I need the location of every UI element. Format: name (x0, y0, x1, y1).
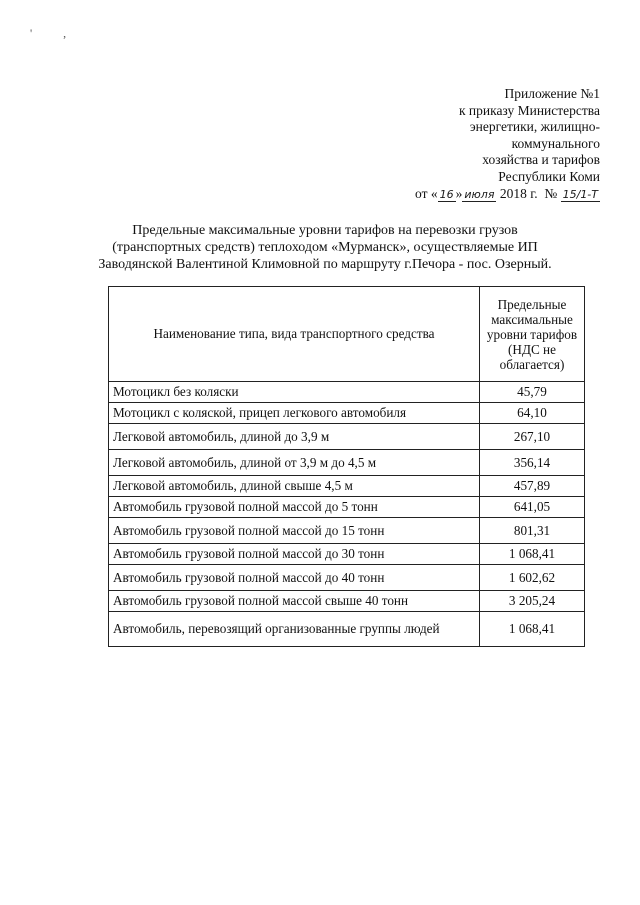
order-date-line (340, 186, 600, 204)
table-header-row (109, 287, 585, 382)
vehicle-type-cell: Легковой автомобиль, длиной до 3,9 м (109, 424, 480, 450)
date-year: 2018 г. (499, 185, 538, 201)
vehicle-type-cell: Автомобиль грузовой полной массой до 5 тонн (109, 497, 480, 518)
table-row (109, 497, 585, 518)
tariff-value-cell: 1 602,62 (480, 565, 585, 591)
header-tariff (480, 287, 585, 382)
date-prefix: от « (415, 185, 438, 201)
table-row (109, 518, 585, 544)
table-row (109, 476, 585, 497)
table-row (109, 591, 585, 612)
table-row (109, 424, 585, 450)
header-vehicle-type: Наименование типа, вида транспортного средства (109, 287, 480, 382)
appendix-header (340, 86, 600, 203)
header-tariff-line: облагается) (499, 356, 565, 372)
handwritten-month: июля (464, 187, 495, 201)
header-tariff-line: Предельные (497, 296, 567, 312)
tariff-value-cell: 356,14 (480, 450, 585, 476)
handwritten-order-number: 15/1-Т (562, 187, 598, 201)
appendix-line: энергетики, жилищно- (469, 119, 600, 135)
number-prefix: № (544, 185, 558, 201)
appendix-line: к приказу Министерства (458, 102, 600, 118)
table-row (109, 612, 585, 647)
title-line: Предельные максимальные уровни тарифов на перевозки грузов (132, 223, 518, 238)
tariff-value-cell: 267,10 (480, 424, 585, 450)
vehicle-type-cell: Мотоцикл без коляски (109, 382, 480, 403)
tariff-value-cell: 1 068,41 (480, 544, 585, 565)
appendix-line: Республики Коми (498, 168, 600, 184)
vehicle-type-cell: Автомобиль грузовой полной массой до 15 тонн (109, 518, 480, 544)
tariff-value-cell: 457,89 (480, 476, 585, 497)
tariff-value-cell: 45,79 (480, 382, 585, 403)
appendix-line: хозяйства и тарифов (482, 152, 600, 168)
vehicle-type-cell: Мотоцикл с коляской, прицеп легкового автомобиля (109, 403, 480, 424)
tariff-value-cell: 641,05 (480, 497, 585, 518)
table-row (109, 565, 585, 591)
tariff-value-cell: 801,31 (480, 518, 585, 544)
vehicle-type-cell: Автомобиль грузовой полной массой до 30 тонн (109, 544, 480, 565)
tariff-value-cell: 1 068,41 (480, 612, 585, 647)
header-tariff-line: (НДС не (508, 341, 556, 357)
corner-marks: ' , (30, 26, 81, 40)
date-mid: » (455, 185, 463, 201)
table-row (109, 403, 585, 424)
tariff-value-cell: 64,10 (480, 403, 585, 424)
title-line: Заводянской Валентиной Климовной по маршруту г.Печора - пос. Озерный. (98, 257, 552, 272)
header-tariff-line: максимальные (491, 311, 573, 327)
appendix-line: Приложение №1 (504, 86, 600, 101)
tariff-table (108, 286, 585, 647)
table-row (109, 382, 585, 403)
vehicle-type-cell: Легковой автомобиль, длиной от 3,9 м до 4,5 м (109, 450, 480, 476)
vehicle-type-cell: Автомобиль грузовой полной массой свыше 40 тонн (109, 591, 480, 612)
header-tariff-line: уровни тарифов (486, 326, 578, 342)
handwritten-day: 16 (439, 187, 454, 201)
title-line: (транспортных средств) теплоходом «Мурманск», осуществляемые ИП (112, 240, 538, 255)
vehicle-type-cell: Легковой автомобиль, длиной свыше 4,5 м (109, 476, 480, 497)
tariff-value-cell: 3 205,24 (480, 591, 585, 612)
table-row (109, 450, 585, 476)
vehicle-type-cell: Автомобиль, перевозящий организованные группы людей (109, 612, 480, 647)
document-title (90, 222, 560, 273)
appendix-line: коммунального (511, 135, 600, 151)
table-row (109, 544, 585, 565)
vehicle-type-cell: Автомобиль грузовой полной массой до 40 тонн (109, 565, 480, 591)
